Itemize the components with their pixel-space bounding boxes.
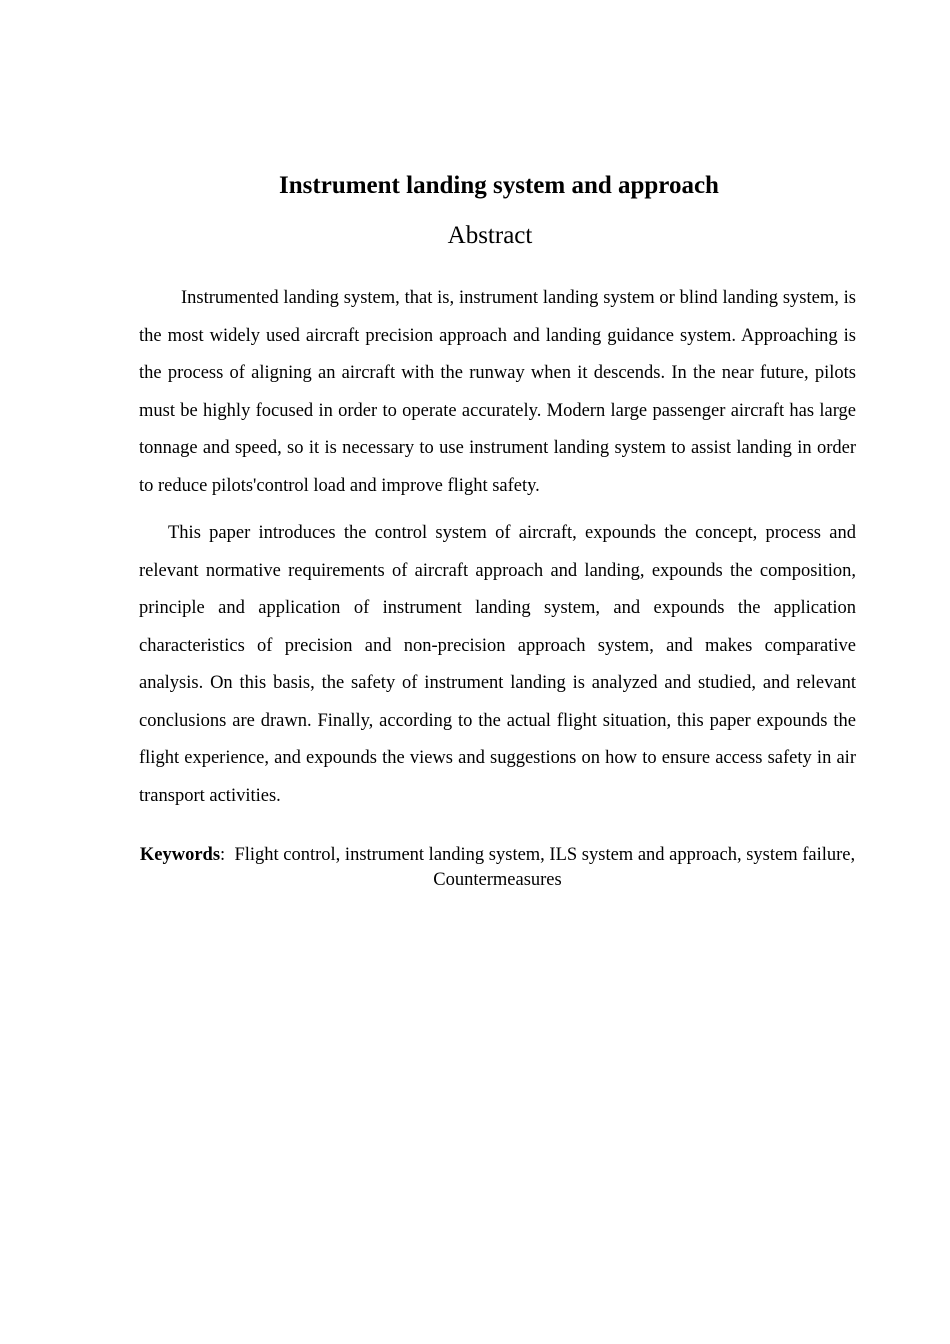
keywords-line xyxy=(139,843,856,893)
abstract-heading: Abstract xyxy=(447,222,533,249)
keywords-text: Flight control, instrument landing system, ILS system and approach, system failure, Countermeasures xyxy=(234,845,856,890)
paper-title: Instrument landing system and approach xyxy=(279,172,719,199)
keywords-label: Keywords xyxy=(139,845,221,865)
abstract-paragraph-1: Instrumented landing system, that is, instrument landing system or blind landing system, is the most widely used aircraft precision approach and landing guidance system. Approaching is the process of aligning an aircraft with the runway when it descends. In the near future, pilots must be highly focused in order to operate accurately. Modern large passenger aircraft has large tonnage and speed, so it is necessary to use instrument landing system to assist landing in order to reduce pilots'control load and improve flight safety. xyxy=(139,288,856,496)
keywords-separator: : xyxy=(220,845,226,865)
abstract-paragraph-2: This paper introduces the control system of aircraft, expounds the concept, process and relevant normative requirements of aircraft approach and landing, expounds the composition, principle and application of instrument landing system, and expounds the application characteristics of precision and non-precision approach system, and makes comparative analysis. On this basis, the safety of instrument landing is analyzed and studied, and relevant conclusions are drawn. Finally, according to the actual flight situation, this paper expounds the flight experience, and expounds the views and suggestions on how to ensure access safety in air transport activities. xyxy=(139,523,856,806)
